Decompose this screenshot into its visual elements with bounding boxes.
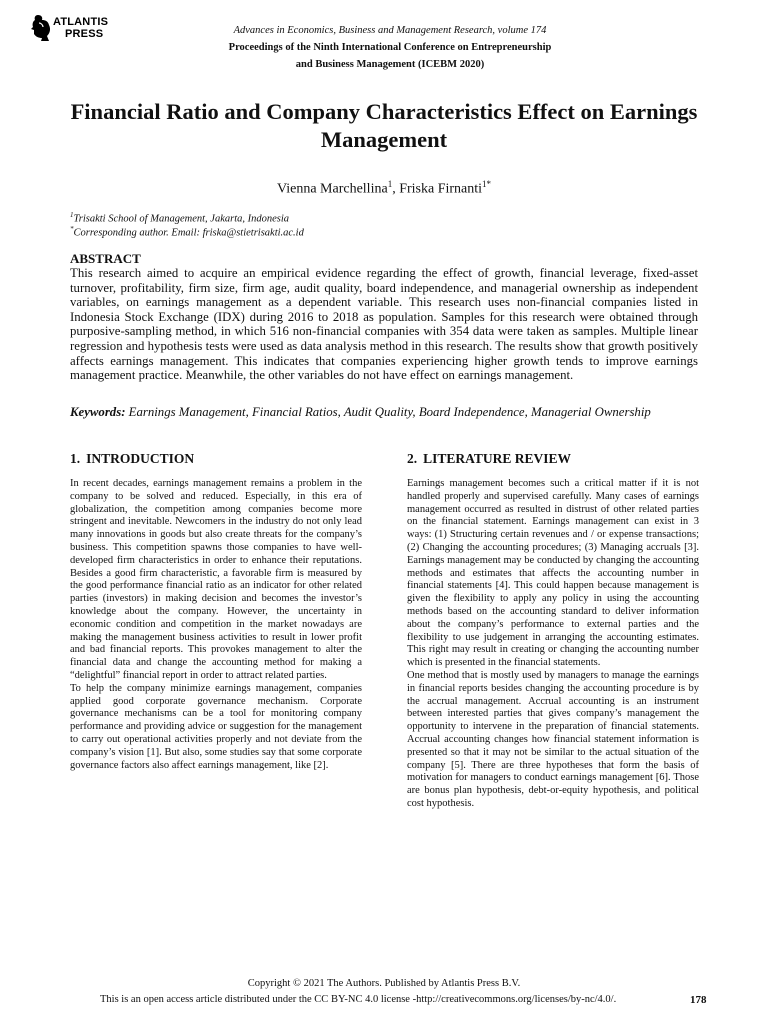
- logo-line-2: PRESS: [65, 28, 104, 40]
- abstract-body: This research aimed to acquire an empirical evidence regarding the effect of growth, financial leverage, fixed-asset turnover, profitability, firm size, firm age, audit quality, board independence, and managerial ownership as independent variables, on earnings management as a dependent variable. This research uses non-financial companies listed in Indonesia Stock Exchange (IDX) during 2016 to 2018 as population. Samples for this research were obtained through purposive-sampling method, in which 516 non-financial companies with 354 data were taken as samples. Multiple linear regression and hypothesis tests were used as data analysis method in this research. The results show that growth positively affects earnings management. This indicates that companies experiencing higher growth tends to improve earnings management practice. Meanwhile, the other variables do not have effect on earnings management.: [70, 266, 698, 383]
- author-2: Friska Firnanti: [399, 181, 483, 197]
- series-title: Advances in Economics, Business and Management Research, volume 174: [233, 25, 547, 36]
- paper-title: Financial Ratio and Company Characteristics Effect on Earnings Management: [70, 99, 698, 152]
- author-2-affiliation-mark: 1*: [482, 179, 492, 189]
- paragraph: To help the company minimize earnings management, companies applied good corporate governance mechanism. Corporate governance mechanisms can be a tool for monitoring company performance and providing advice or suggestion for the management to carry out operational activities properly and not deviate from the company’s vision [1]. But also, some studies say that some corporate governance factors also affect earnings management, like [2].: [70, 682, 362, 771]
- section-heading-literature-review: [407, 451, 571, 467]
- atlantis-figure-icon: [30, 14, 52, 42]
- corresponding-author: [70, 222, 690, 241]
- abstract-heading: ABSTRACT: [70, 251, 141, 266]
- paragraph: Earnings management becomes such a critical matter if it is not handled properly and supervised carefully. Many cases of earnings management occurred as resulted in distrust of other related parties on the financial statement. Earnings management can exist in 3 ways: (1) Structuring certain revenues and / or expense transactions; (2) Changing the accounting procedures; (3) Managing accruals [3]. Earnings management may be conducted by changing the accounting methods and estimates that affects the accounting number in financial statements [4]. This could happen because management is given the flexibility to apply any policy in using the accounting methods based on the accounting standard to deliver information about the company’s performance to external parties and the flexibility to use judgement in arranging the accounting estimates. This right may result in creating or changing the accounting number which is presented in the financial statements.: [407, 478, 699, 669]
- affiliation-mark: 1: [70, 211, 74, 219]
- author-separator: ,: [392, 181, 400, 197]
- paragraph: One method that is mostly used by managers to manage the earnings in financial reports besides changing the accounting procedure is by the accrual management. Accrual accounting is an instrument between interested parties that gives company’s management the opportunity to intervene in the preparation of financial statements. Accrual accounting changes how financial statement information is presented so that it may not be similar to the actual situation of the company [5]. There are three hypotheses that form the basis of motivation for managers to conduct earnings management [6]. Those are bonus plan hypothesis, debt-or-equity hypothesis, and political cost hypothesis.: [407, 669, 699, 809]
- introduction-column: [70, 478, 362, 772]
- section-number: 2.: [407, 451, 418, 466]
- paragraph: In recent decades, earnings management remains a problem in the company to be solved and reduced. Especially, in this era of globalization, the competition among companies become more stringent and inevitable. Newcomers in the industry do not only lead many innovations in goods but also create threats for the company’s business. This competition spawns those companies to have well-developed firm characteristics in order to enhance their reputations. Besides a good firm characteristic, a favorable firm is measured by the good performance financial ratio as an indicator for other related parties (investors) in making decision and becomes the investor’s knowledge about the company. However, the uncertainty in economic condition and competition in the market nowadays are making the management business activities to result in lower profit and bad financial reports. This provokes management to alter the financial data and change the accounting method for making a “delightful” financial report in order to attract related parties.: [70, 478, 362, 681]
- publisher-logo: [30, 14, 130, 46]
- author-line: [50, 175, 718, 199]
- affiliation-text: Trisakti School of Management, Jakarta, Indonesia: [73, 213, 290, 225]
- section-title: LITERATURE REVIEW: [423, 451, 572, 466]
- section-heading-introduction: [70, 451, 194, 467]
- license-notice: This is an open access article distributed under the CC BY-NC 4.0 license -http://creativecommons.org/licenses/by-nc/4.0/.: [100, 994, 617, 1005]
- proceedings-line-1: Proceedings of the Ninth International Conference on Entrepreneurship: [228, 42, 552, 53]
- literature-review-column: [407, 478, 699, 811]
- section-title: INTRODUCTION: [86, 451, 195, 466]
- keywords: [70, 405, 698, 420]
- page-number: 178: [690, 994, 707, 1006]
- corresponding-mark: *: [70, 225, 74, 233]
- corresponding-text: Corresponding author. Email: friska@stietrisakti.ac.id: [73, 227, 304, 239]
- keywords-text: Earnings Management, Financial Ratios, Audit Quality, Board Independence, Managerial Ownership: [128, 405, 651, 419]
- keywords-label: Keywords:: [70, 405, 126, 419]
- proceedings-line-2: and Business Management (ICEBM 2020): [295, 59, 485, 70]
- copyright-notice: Copyright © 2021 The Authors. Published by Atlantis Press B.V.: [247, 978, 521, 989]
- logo-line-1: ATLANTIS: [53, 16, 109, 28]
- author-1-affiliation-mark: 1: [387, 179, 393, 189]
- author-1: Vienna Marchellina: [276, 181, 388, 197]
- section-number: 1.: [70, 451, 81, 466]
